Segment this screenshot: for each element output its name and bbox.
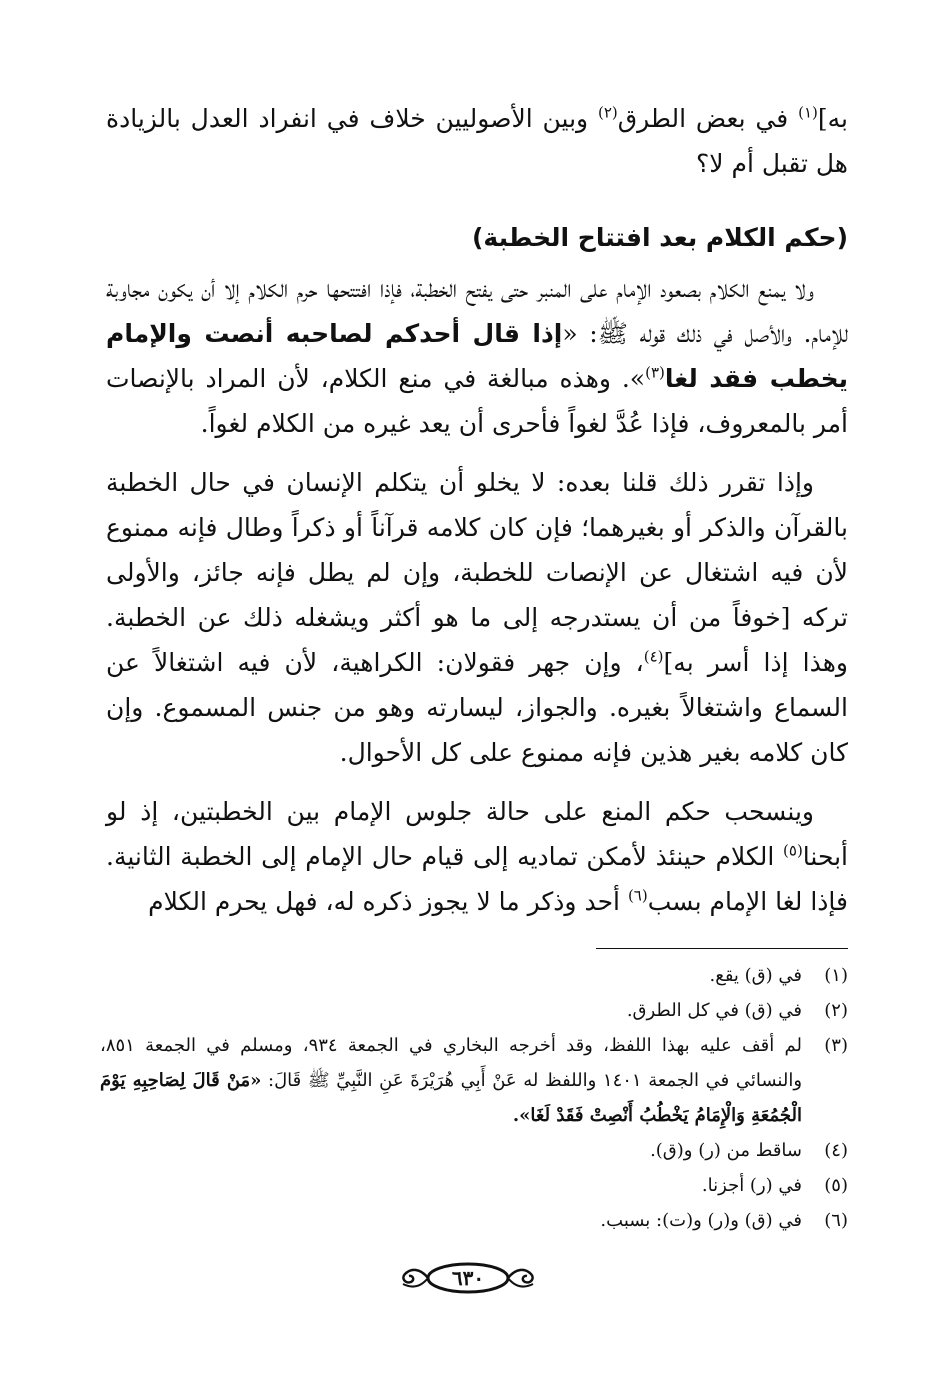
- footnote-separator: [596, 948, 848, 949]
- footnote-ref[interactable]: (٤): [643, 647, 664, 666]
- footnote-ref[interactable]: (٦): [627, 886, 648, 905]
- text-segment: به]: [817, 104, 848, 133]
- intro-paragraph: [106, 96, 848, 186]
- footnote-ref[interactable]: (٥): [783, 841, 803, 860]
- footnote-number: (٣): [824, 1035, 848, 1056]
- footnote-item: [100, 1133, 848, 1168]
- text-segment: وبين الأصوليين خلاف في انفراد العدل بالزيادة هل تقبل أم لا؟: [106, 104, 848, 178]
- footnote-text: في (ر) أجزنا.: [701, 1175, 802, 1196]
- footnote-ref[interactable]: (٣): [645, 363, 665, 382]
- text-segment: في بعض الطرق: [617, 104, 799, 133]
- footnote-ref[interactable]: (١): [798, 103, 818, 122]
- paragraph-2: [106, 460, 848, 775]
- page-body: [106, 96, 848, 924]
- text-segment: وينسحب حكم المنع على حالة جلوس الإمام بين الخطبتين، إذ لو أبحنا: [106, 797, 848, 871]
- paragraph-1: [106, 266, 848, 446]
- text-segment: ولا يمنع الكلام بصعود الإمام على المنبر حتى يفتح الخطبة، فإذا افتتحها حرم الكلام إلا أن يكون مجاوبة للإمام. والأصل في ذلك قوله ﷺ: «: [106, 274, 848, 348]
- footnote-ref[interactable]: (٢): [598, 103, 618, 122]
- paragraph-3: [106, 789, 848, 924]
- footnote-text: في (ق) يقع.: [709, 965, 802, 986]
- footnote-item: [100, 993, 848, 1028]
- footnote-number: (٤): [824, 1140, 848, 1161]
- page-number: ٦٣٠: [451, 1266, 485, 1290]
- footnote-text: في (ق) في كل الطرق.: [626, 1000, 802, 1021]
- footnote-text: في (ق) و(ر) و(ت): بسبب.: [600, 1210, 802, 1231]
- footnote-number: (٢): [824, 1000, 848, 1021]
- text-segment: الكلام حينئذ لأمكن تماديه إلى قيام حال الإمام إلى الخطبة الثانية. فإذا لغا الإمام بسب: [106, 842, 848, 916]
- page-number-ornament: [393, 1262, 543, 1294]
- section-heading: (حكم الكلام بعد افتتاح الخطبة): [471, 223, 848, 252]
- text-segment: ». وهذه مبالغة في منع الكلام، لأن المراد بالإنصات أمر بالمعروف، فإذا عُدَّ لغواً فأحرى أن يعد غيره من الكلام لغواً.: [106, 364, 848, 438]
- footnote-item: [100, 1203, 848, 1238]
- footnote-text: ساقط من (ر) و(ق).: [650, 1140, 802, 1161]
- footnote-number: (٦): [824, 1210, 848, 1231]
- text-segment: ، وإن جهر فقولان: الكراهية، لأن فيه اشتغالاً عن السماع واشتغالاً بغيره. والجواز، ليسارته وهو من جنس المسموع. وإن كان كلامه بغير هذين فإنه ممنوع على كل الأحوال.: [106, 648, 848, 767]
- footnote-text: لم أقف عليه بهذا اللفظ، وقد أخرجه البخاري في الجمعة ٩٣٤، ومسلم في الجمعة ٨٥١، والنسائي في الجمعة ١٤٠١ واللفظ له عَنْ أَبِي هُرَيْرَةَ عَنِ النَّبِيِّ ﷺ قَالَ: «مَنْ قَالَ لِصَاحِبِهِ يَوْمَ الْجُمُعَةِ وَالْإِمَامُ يَخْطُبُ أَنْصِتْ فَقَدْ لَغَا».: [100, 1035, 803, 1126]
- footnote-item: [100, 1168, 848, 1203]
- text-segment: وإذا تقرر ذلك قلنا بعده: لا يخلو أن يتكلم الإنسان في حال الخطبة بالقرآن والذكر أو بغيرهما؛ فإن كان كلامه قرآناً أو ذكراً وطال فإنه ممنوع لأن فيه اشتغال عن الإنصات للخطبة، وإن لم يطل فإنه جائز، والأولى تركه [خوفاً من أن يستدرجه إلى ما هو أكثر ويشغله ذلك عن الخطبة. وهذا إذا أسر به]: [106, 468, 848, 677]
- footnote-number: (١): [824, 965, 848, 986]
- footnote-item: [100, 1028, 848, 1133]
- footnotes: [100, 958, 848, 1238]
- footnote-number: (٥): [824, 1175, 848, 1196]
- text-segment: أحد وذكر ما لا يجوز ذكره له، فهل يحرم الكلام: [148, 887, 628, 916]
- footnote-item: [100, 958, 848, 993]
- hadith-quote: إذا قال أحدكم لصاحبه أنصت والإمام يخطب فقد لغا: [106, 319, 848, 393]
